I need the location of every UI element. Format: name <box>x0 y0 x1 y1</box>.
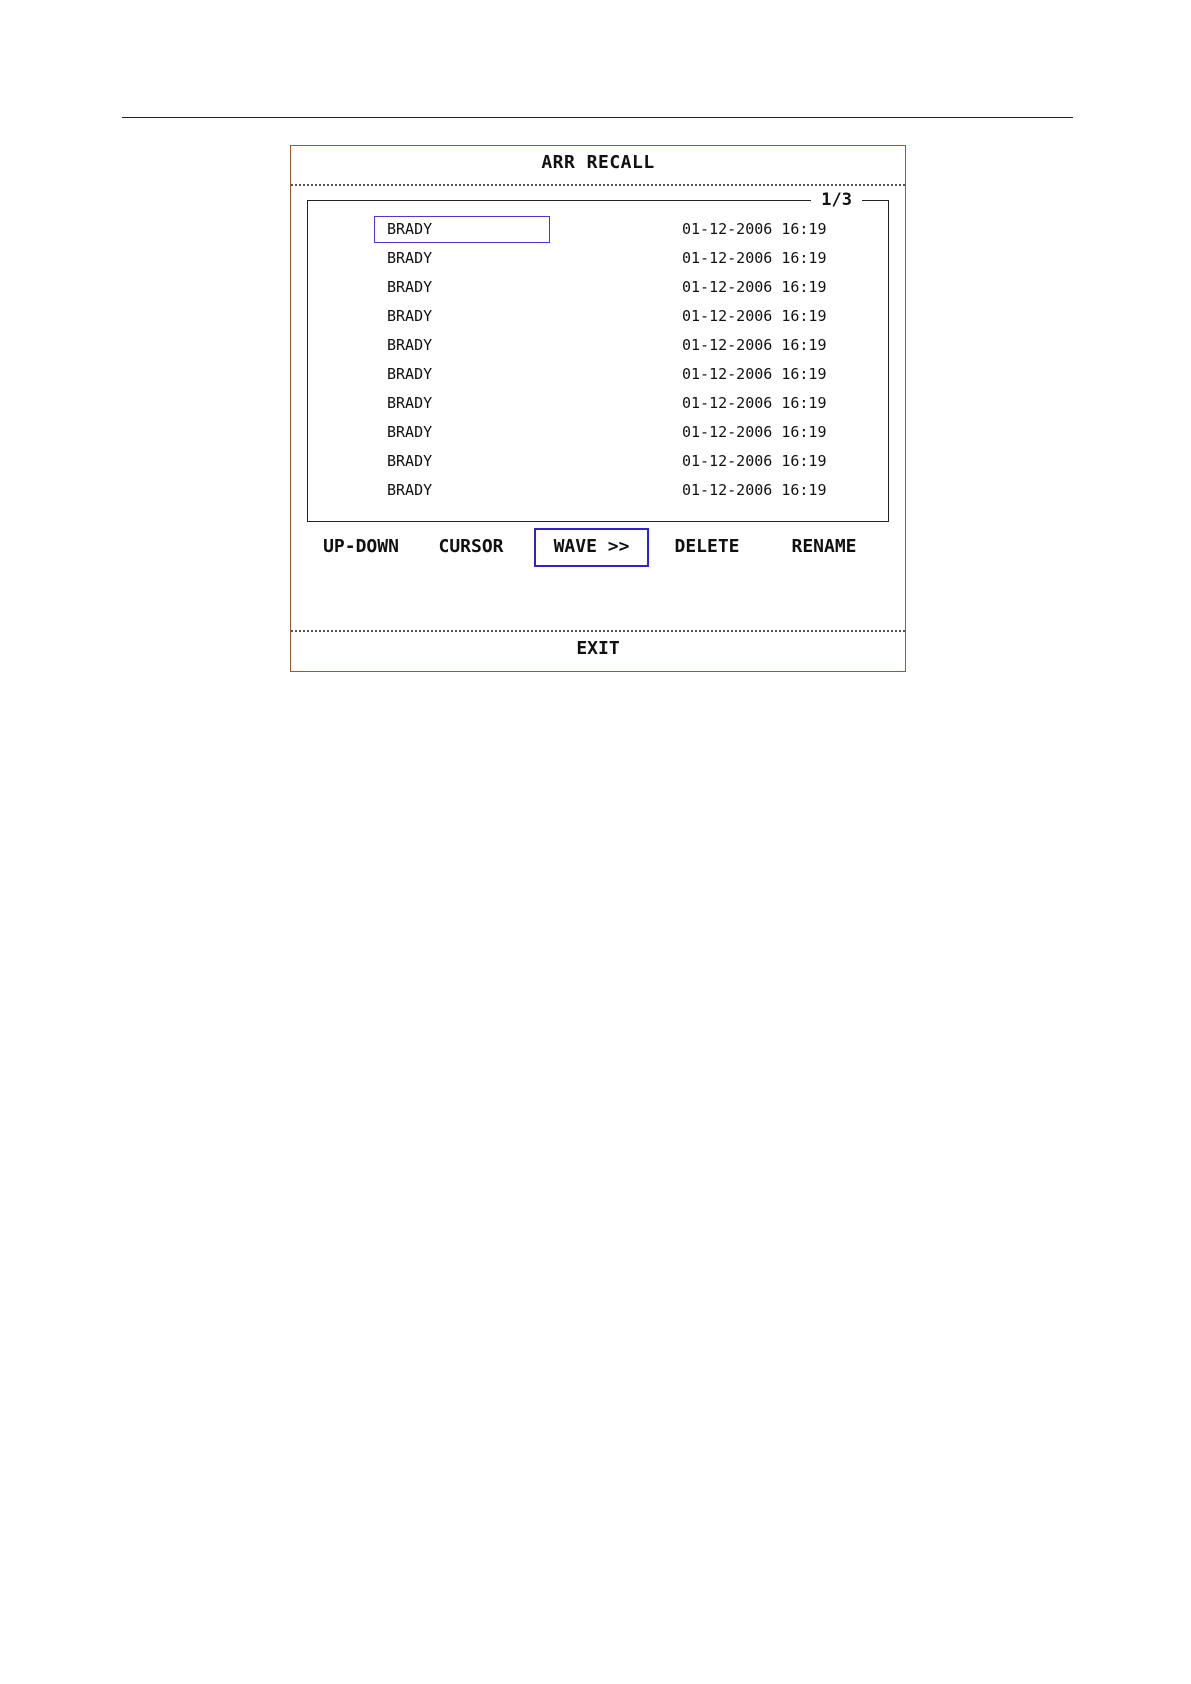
dialog-title: ARR RECALL <box>541 152 655 173</box>
list-item[interactable] <box>308 390 888 419</box>
rename-button[interactable]: RENAME <box>791 536 857 557</box>
exit-button[interactable]: EXIT <box>576 638 620 659</box>
event-name[interactable]: BRADY <box>387 365 433 383</box>
event-name[interactable]: BRADY <box>387 307 433 325</box>
title-divider <box>291 184 905 186</box>
event-name[interactable]: BRADY <box>387 336 433 354</box>
event-name[interactable]: BRADY <box>387 249 433 267</box>
list-item[interactable] <box>308 216 888 245</box>
page-header-rule <box>122 117 1073 118</box>
event-name[interactable]: BRADY <box>387 394 433 412</box>
delete-button[interactable]: DELETE <box>674 536 740 557</box>
list-item[interactable] <box>308 419 888 448</box>
page-indicator: 1/3 <box>811 189 862 211</box>
event-list <box>307 190 889 522</box>
arr-recall-dialog <box>290 145 906 672</box>
cursor-button[interactable]: CURSOR <box>438 536 504 557</box>
list-item[interactable] <box>308 245 888 274</box>
list-item[interactable] <box>308 332 888 361</box>
event-time: 01-12-2006 16:19 <box>682 278 827 296</box>
event-time: 01-12-2006 16:19 <box>682 452 827 470</box>
footer-divider <box>291 630 905 632</box>
event-time: 01-12-2006 16:19 <box>682 336 827 354</box>
up-down-button[interactable]: UP-DOWN <box>323 536 399 557</box>
wave-button[interactable]: WAVE >> <box>534 528 649 567</box>
event-time: 01-12-2006 16:19 <box>682 365 827 383</box>
list-item[interactable] <box>308 361 888 390</box>
event-name[interactable]: BRADY <box>387 278 433 296</box>
event-time: 01-12-2006 16:19 <box>682 220 827 238</box>
event-name[interactable]: BRADY <box>387 481 433 499</box>
event-time: 01-12-2006 16:19 <box>682 249 827 267</box>
event-time: 01-12-2006 16:19 <box>682 307 827 325</box>
list-item[interactable] <box>308 477 888 506</box>
event-name[interactable]: BRADY <box>374 216 550 243</box>
event-time: 01-12-2006 16:19 <box>682 394 827 412</box>
list-item[interactable] <box>308 448 888 477</box>
event-name[interactable]: BRADY <box>387 452 433 470</box>
event-time: 01-12-2006 16:19 <box>682 481 827 499</box>
event-time: 01-12-2006 16:19 <box>682 423 827 441</box>
list-item[interactable] <box>308 303 888 332</box>
list-item[interactable] <box>308 274 888 303</box>
event-name[interactable]: BRADY <box>387 423 433 441</box>
